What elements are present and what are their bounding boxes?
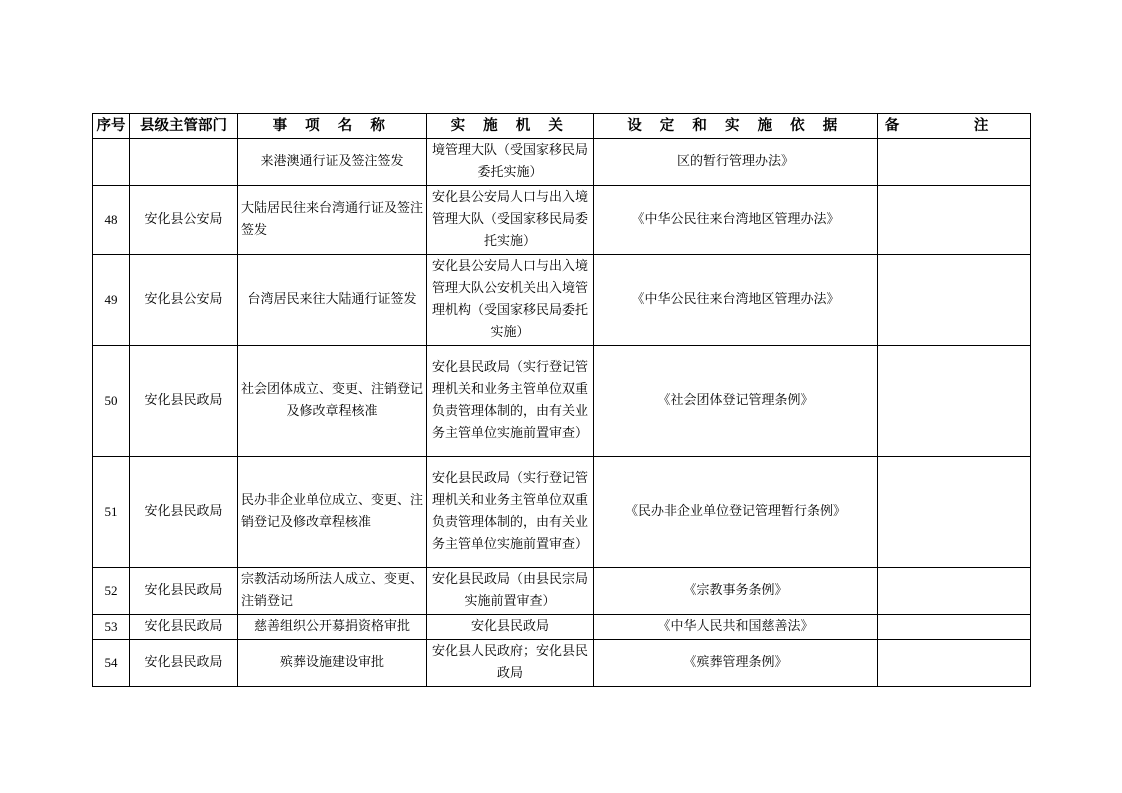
table-row [93, 346, 1031, 457]
row-department: 安化县公安局 [130, 186, 238, 255]
approval-items-table [92, 113, 1031, 687]
row-notes [878, 139, 1031, 186]
row-item-name: 民办非企业单位成立、变更、注销登记及修改章程核准 [238, 457, 427, 568]
row-item-name: 慈善组织公开募捐资格审批 [238, 615, 427, 640]
row-basis: 《中华公民往来台湾地区管理办法》 [594, 255, 878, 346]
table-row [93, 568, 1031, 615]
row-notes [878, 346, 1031, 457]
row-index: 48 [93, 186, 130, 255]
row-item-name: 台湾居民来往大陆通行证签发 [238, 255, 427, 346]
row-item-name: 大陆居民往来台湾通行证及签注签发 [238, 186, 427, 255]
row-notes [878, 615, 1031, 640]
table-row [93, 255, 1031, 346]
row-department [130, 139, 238, 186]
row-item-name: 来港澳通行证及签注签发 [238, 139, 427, 186]
row-department: 安化县公安局 [130, 255, 238, 346]
table-row [93, 186, 1031, 255]
row-basis: 《社会团体登记管理条例》 [594, 346, 878, 457]
row-index [93, 139, 130, 186]
row-index: 54 [93, 640, 130, 687]
row-index: 53 [93, 615, 130, 640]
row-department: 安化县民政局 [130, 568, 238, 615]
row-basis: 《中华公民往来台湾地区管理办法》 [594, 186, 878, 255]
row-basis: 《宗教事务条例》 [594, 568, 878, 615]
header-index: 序号 [93, 114, 130, 139]
row-notes [878, 255, 1031, 346]
row-agency: 安化县人民政府；安化县民政局 [427, 640, 594, 687]
row-department: 安化县民政局 [130, 615, 238, 640]
row-agency: 安化县公安局人口与出入境管理大队（受国家移民局委托实施） [427, 186, 594, 255]
row-agency: 安化县公安局人口与出入境管理大队公安机关出入境管理机构（受国家移民局委托实施） [427, 255, 594, 346]
row-notes [878, 640, 1031, 687]
table-row [93, 139, 1031, 186]
header-department: 县级主管部门 [130, 114, 238, 139]
row-notes [878, 457, 1031, 568]
header-item-name: 事 项 名 称 [238, 114, 427, 139]
row-notes [878, 568, 1031, 615]
row-item-name: 殡葬设施建设审批 [238, 640, 427, 687]
row-department: 安化县民政局 [130, 640, 238, 687]
table-row [93, 615, 1031, 640]
row-department: 安化县民政局 [130, 457, 238, 568]
row-department: 安化县民政局 [130, 346, 238, 457]
header-notes: 备 注 [878, 114, 1031, 139]
row-basis: 《殡葬管理条例》 [594, 640, 878, 687]
header-agency: 实 施 机 关 [427, 114, 594, 139]
row-agency: 安化县民政局（由县民宗局实施前置审查） [427, 568, 594, 615]
row-index: 52 [93, 568, 130, 615]
row-agency: 安化县民政局（实行登记管理机关和业务主管单位双重负责管理体制的，由有关业务主管单位实施前置审查） [427, 346, 594, 457]
row-notes [878, 186, 1031, 255]
row-agency: 安化县民政局 [427, 615, 594, 640]
row-index: 49 [93, 255, 130, 346]
table-row [93, 457, 1031, 568]
table-row [93, 640, 1031, 687]
row-item-name: 社会团体成立、变更、注销登记及修改章程核准 [238, 346, 427, 457]
row-agency: 安化县民政局（实行登记管理机关和业务主管单位双重负责管理体制的，由有关业务主管单位实施前置审查） [427, 457, 594, 568]
row-index: 50 [93, 346, 130, 457]
row-basis: 区的暂行管理办法》 [594, 139, 878, 186]
row-basis: 《民办非企业单位登记管理暂行条例》 [594, 457, 878, 568]
row-agency: 境管理大队（受国家移民局委托实施） [427, 139, 594, 186]
row-basis: 《中华人民共和国慈善法》 [594, 615, 878, 640]
header-basis: 设 定 和 实 施 依 据 [594, 114, 878, 139]
row-index: 51 [93, 457, 130, 568]
row-item-name: 宗教活动场所法人成立、变更、注销登记 [238, 568, 427, 615]
table-header-row [93, 114, 1031, 139]
